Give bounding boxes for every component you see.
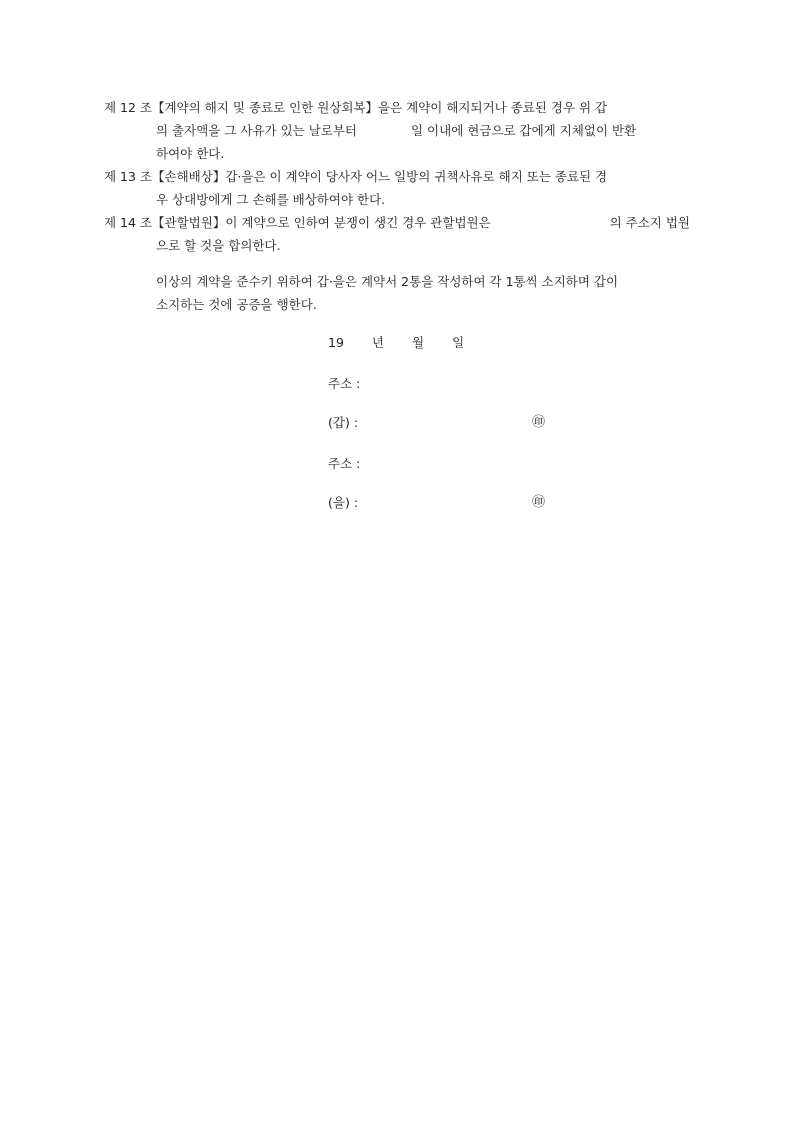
closing-line: 이상의 계약을 준수키 위하여 갑·을은 계약서 2통을 작성하여 각 1통씩 소지하며 갑이 — [156, 274, 619, 289]
seal-icon: ㊞ — [532, 495, 546, 510]
seal-icon: ㊞ — [532, 415, 546, 430]
date-month: 월 — [411, 335, 425, 350]
date-year-prefix: 19 — [328, 335, 344, 350]
party-a-label: (갑) : — [328, 415, 359, 430]
article-text: 갑·을은 이 계약이 당사자 어느 일방의 귀책사유로 해지 또는 종료된 경 — [225, 169, 608, 184]
article-13 — [104, 165, 690, 207]
party-a-address-label: 주소 : — [328, 376, 361, 391]
article-12 — [104, 96, 690, 161]
date-day: 일 — [452, 335, 465, 350]
article-number: 제 12 조 — [104, 100, 153, 115]
party-b-label: (을) : — [328, 495, 359, 510]
date-year: 년 — [371, 335, 384, 350]
article-text: 우 상대방에게 그 손해를 배상하여야 한다. — [156, 192, 386, 207]
article-text: 이 계약으로 인하여 분쟁이 생긴 경우 관할법원은 — [225, 215, 491, 230]
article-text: 을은 계약이 해지되거나 종료된 경우 위 갑 — [378, 100, 608, 115]
article-14 — [104, 211, 690, 253]
closing-statement — [156, 270, 690, 316]
article-text: 의 주소지 법원 — [609, 215, 690, 230]
article-number: 제 13 조 — [104, 169, 153, 184]
article-text: 일 이내에 현금으로 갑에게 지체없이 반환 — [411, 123, 637, 138]
article-number: 제 14 조 — [104, 215, 153, 230]
article-title: 【관할법원】 — [152, 215, 226, 230]
article-title: 【손해배상】 — [152, 169, 226, 184]
party-b-address-label: 주소 : — [328, 456, 361, 471]
closing-line: 소지하는 것에 공증을 행한다. — [156, 297, 317, 312]
date-line — [328, 333, 464, 353]
article-text: 하여야 한다. — [156, 146, 225, 161]
article-title: 【계약의 해지 및 종료로 인한 원상회복】 — [152, 100, 379, 115]
article-text: 의 출자액을 그 사유가 있는 날로부터 — [156, 123, 357, 138]
article-text: 으로 할 것을 합의한다. — [156, 238, 281, 253]
